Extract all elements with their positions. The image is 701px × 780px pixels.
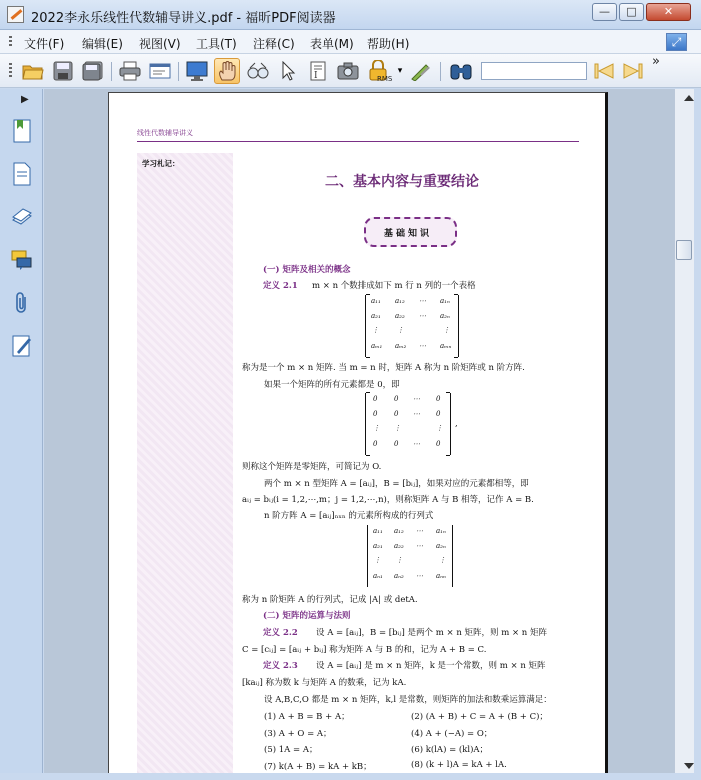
navigation-panel — [0, 89, 43, 773]
toolbar-grip — [9, 63, 12, 79]
chevron-down-icon[interactable]: ▾ — [397, 66, 403, 76]
bookmarks-icon[interactable] — [10, 118, 34, 144]
matrix-equality-line-1: 两个 m × n 型矩阵 A = [aᵢⱼ]，B = [bᵢⱼ]，如果对应的元素都相等，即 — [264, 479, 529, 489]
comments-icon[interactable] — [10, 247, 34, 273]
definition-2-2-text: 设 A = [aᵢⱼ]，B = [bᵢⱼ] 是两个 m × n 矩阵，则 m × n 矩阵 — [316, 628, 547, 638]
scroll-thumb[interactable] — [676, 240, 692, 260]
definition-2-2-text-2: C = [cᵢⱼ] = [aᵢⱼ + bᵢⱼ] 称为矩阵 A 与 B 的和，记为 A + B = C. — [242, 645, 487, 655]
header-rule — [137, 141, 579, 142]
text-select-icon[interactable] — [305, 58, 331, 84]
subsection-2: (二) 矩阵的运算与法则 — [263, 611, 351, 621]
matrix-definition-line: 称为是一个 m × n 矩阵. 当 m = n 时，矩阵 A 称为 n 阶矩阵或 n 阶方阵. — [242, 363, 525, 373]
badge-text: 基础知识 — [384, 229, 433, 239]
sign-icon[interactable] — [408, 58, 434, 84]
find-icon[interactable] — [448, 58, 474, 84]
vertical-scrollbar[interactable] — [674, 89, 694, 773]
rms-lock-icon[interactable] — [366, 58, 396, 84]
properties-icon[interactable] — [147, 58, 173, 84]
expand-icon[interactable]: ⤢ — [666, 33, 687, 51]
snapshot-icon[interactable] — [335, 58, 361, 84]
menu-help[interactable]: 帮助(H) — [367, 37, 410, 51]
save-as-icon[interactable] — [80, 58, 106, 84]
rules-intro: 设 A,B,C,O 都是 m × n 矩阵，k,l 是常数，则矩阵的加法和数乘运算满足： — [264, 695, 552, 705]
notes-label: 学习札记： — [142, 159, 180, 168]
rule-item: (4) A + (−A) = O； — [411, 729, 493, 739]
determinant-definition: 称为 n 阶矩阵 A 的行列式，记成 |A| 或 detA. — [242, 595, 418, 605]
rule-item: (3) A + O = A； — [264, 729, 332, 739]
save-icon[interactable] — [50, 58, 76, 84]
menu-form[interactable]: 表单(M) — [310, 37, 354, 51]
fullscreen-icon[interactable] — [184, 58, 210, 84]
scroll-down-icon[interactable] — [684, 763, 694, 769]
window-frame-bottom — [0, 773, 701, 780]
toolbar-separator — [440, 62, 441, 81]
matrix-comma: , — [455, 419, 458, 429]
rule-item: (1) A + B = B + A； — [264, 712, 350, 722]
svg-text:I: I — [314, 71, 318, 81]
layers-icon[interactable] — [10, 204, 34, 230]
menu-comment[interactable]: 注释(C) — [253, 37, 295, 51]
menu-bar — [0, 30, 701, 54]
print-icon[interactable] — [117, 58, 143, 84]
hand-tool-icon[interactable] — [214, 58, 240, 84]
find-next-icon[interactable] — [620, 58, 646, 84]
pages-icon[interactable] — [10, 161, 34, 187]
select-tool-icon[interactable] — [275, 58, 301, 84]
pdf-page — [108, 92, 608, 780]
determinant-intro: n 阶方阵 A = [aᵢⱼ]ₙₓₙ 的元素所构成的行列式 — [264, 511, 434, 521]
menu-tools[interactable]: 工具(T) — [196, 37, 237, 51]
rule-item: (2) (A + B) + C = A + (B + C)； — [411, 712, 548, 722]
zero-matrix: 0 0 ⋯ 0 0 0 ⋯ 0 ⋮ ⋮ ⋮ 0 0 ⋯ 0 — [365, 393, 451, 455]
matrix-equality-line-2: aᵢⱼ = bᵢⱼ(i = 1,2,⋯,m；j = 1,2,⋯,n)，则称矩阵 A 与 B 相等，记作 A = B. — [242, 495, 534, 505]
title-bar — [0, 0, 701, 30]
rms-label: RMS — [377, 75, 393, 82]
determinant: a₁₁ a₁₂ ⋯ a₁ₙ a₂₁ a₂₂ ⋯ a₂ₙ ⋮ ⋮ ⋮ aₙ₁ aₙ₂ ⋯ aₙₙ — [367, 525, 453, 587]
signature-icon[interactable] — [10, 333, 34, 359]
definition-2-2-label: 定义 2.2 — [263, 628, 298, 638]
definition-2-3-text-2: [kaᵢⱼ] 称为数 k 与矩阵 A 的数乘，记为 kA. — [242, 678, 407, 688]
rule-item: (7) k(A + B) = kA + kB； — [264, 762, 372, 772]
rule-item: (8) (k + l)A = kA + lA. — [411, 760, 507, 770]
scroll-up-icon[interactable] — [684, 95, 694, 101]
definition-2-1-text: m × n 个数排成如下 m 行 n 列的一个表格 — [312, 281, 476, 291]
section-title: 二、基本内容与重要结论 — [325, 174, 479, 190]
toolbar-overflow-icon[interactable]: » — [652, 54, 660, 69]
attachments-icon[interactable] — [10, 290, 34, 316]
zoom-tool-icon[interactable] — [245, 58, 271, 84]
zero-matrix-intro: 如果一个矩阵的所有元素都是 0，即 — [264, 380, 400, 390]
rule-item: (5) 1A = A； — [264, 745, 318, 755]
maximize-button[interactable]: □ — [619, 3, 644, 21]
toolbar — [0, 54, 701, 88]
window-title: 2022李永乐线性代数辅导讲义.pdf - 福昕PDF阅读器 — [31, 11, 336, 26]
notes-margin — [137, 153, 233, 780]
subsection-1: (一) 矩阵及相关的概念 — [263, 265, 351, 275]
minimize-button[interactable]: — — [592, 3, 617, 21]
menu-edit[interactable]: 编辑(E) — [82, 37, 123, 51]
open-folder-icon[interactable] — [20, 58, 46, 84]
definition-2-1-label: 定义 2.1 — [263, 281, 298, 291]
rule-item: (6) k(lA) = (kl)A； — [411, 745, 489, 755]
menu-file[interactable]: 文件(F) — [24, 37, 65, 51]
expand-panel-icon[interactable]: ▶ — [21, 94, 29, 105]
menu-view[interactable]: 视图(V) — [139, 37, 181, 51]
find-previous-icon[interactable] — [591, 58, 617, 84]
running-header: 线性代数辅导讲义 — [137, 129, 193, 137]
definition-2-3-label: 定义 2.3 — [263, 661, 298, 671]
menu-grip — [9, 36, 12, 48]
zero-matrix-definition: 则称这个矩阵是零矩阵，可简记为 O. — [242, 462, 382, 472]
toolbar-separator — [178, 62, 179, 81]
toolbar-separator — [111, 62, 112, 81]
matrix-general: a₁₁ a₁₂ ⋯ a₁ₙ a₂₁ a₂₂ ⋯ a₂ₙ ⋮ ⋮ ⋮ aₘ₁ aₘ₂ ⋯ aₘₙ — [365, 295, 459, 357]
search-input[interactable] — [481, 62, 587, 80]
app-logo-icon — [7, 6, 24, 23]
definition-2-3-text: 设 A = [aᵢⱼ] 是 m × n 矩阵，k 是一个常数，则 m × n 矩阵 — [316, 661, 546, 671]
close-button[interactable]: ✕ — [646, 3, 691, 21]
window-frame-right — [694, 89, 701, 780]
